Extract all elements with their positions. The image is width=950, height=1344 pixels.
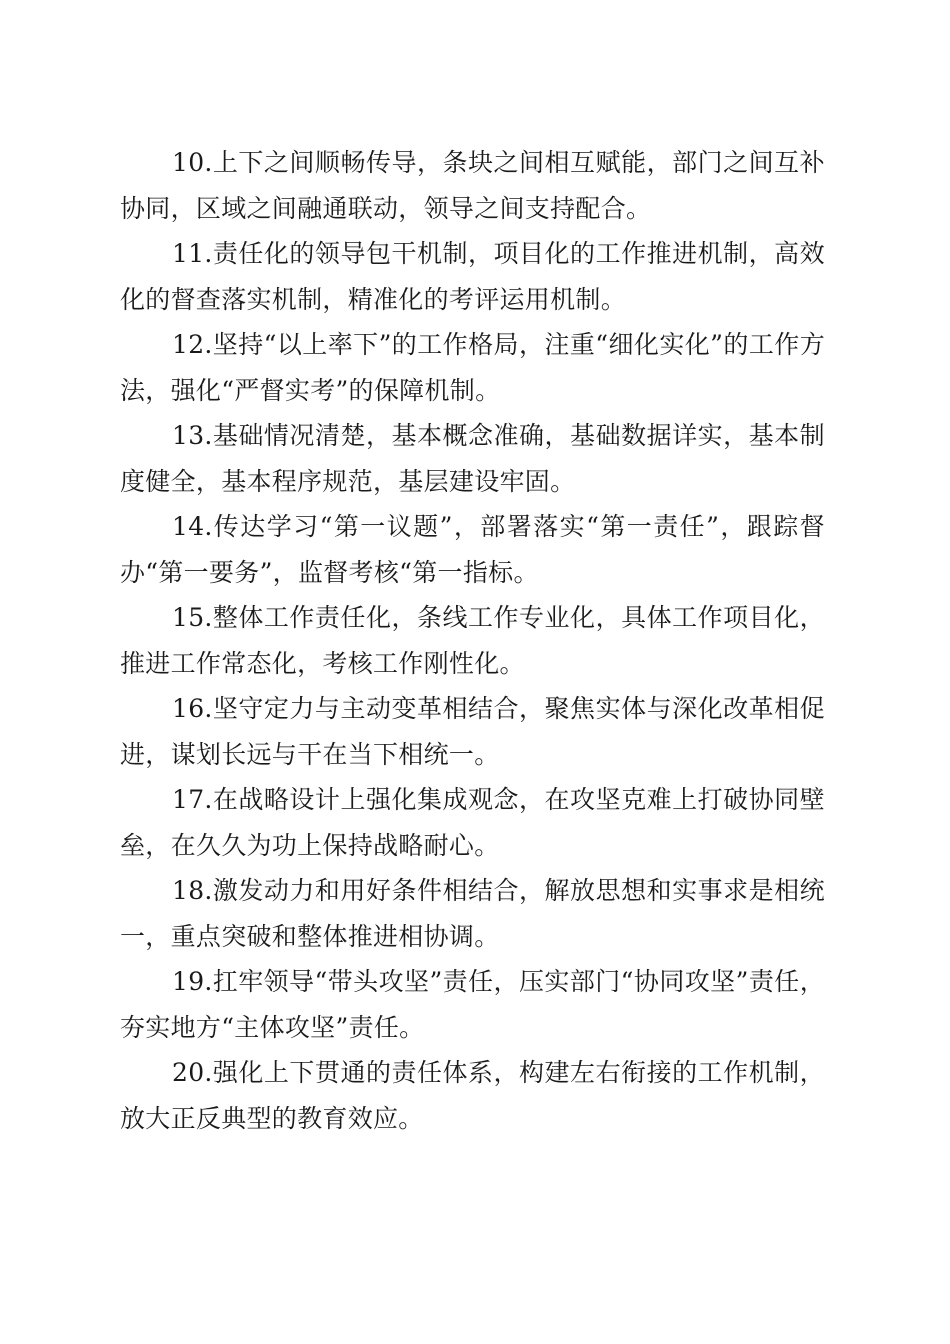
paragraph-14: 14.传达学习“第一议题”，部署落实“第一责任”，跟踪督办“第一要务”，监督考核“第一指标。 — [120, 512, 825, 587]
paragraph-18: 18.激发动力和用好条件相结合，解放思想和实事求是相统一，重点突破和整体推进相协调。 — [120, 876, 825, 951]
paragraph-12: 12.坚持“以上率下”的工作格局，注重“细化实化”的工作方法，强化“严督实考”的保障机制。 — [120, 330, 825, 405]
paragraph-10: 10.上下之间顺畅传导，条块之间相互赋能，部门之间互补协同，区域之间融通联动，领导之间支持配合。 — [120, 148, 825, 223]
paragraph-16: 16.坚守定力与主动变革相结合，聚焦实体与深化改革相促进，谋划长远与干在当下相统一。 — [120, 694, 825, 769]
paragraph-13: 13.基础情况清楚，基本概念准确，基础数据详实，基本制度健全，基本程序规范，基层建设牢固。 — [120, 421, 825, 496]
paragraph-19: 19.扛牢领导“带头攻坚”责任，压实部门“协同攻坚”责任，夯实地方“主体攻坚”责任。 — [120, 967, 825, 1042]
paragraph-15: 15.整体工作责任化，条线工作专业化，具体工作项目化，推进工作常态化，考核工作刚性化。 — [120, 603, 825, 678]
paragraph-11: 11.责任化的领导包干机制，项目化的工作推进机制，高效化的督查落实机制，精准化的考评运用机制。 — [120, 239, 825, 314]
paragraph-20: 20.强化上下贯通的责任体系，构建左右衔接的工作机制，放大正反典型的教育效应。 — [120, 1058, 825, 1133]
paragraph-17: 17.在战略设计上强化集成观念，在攻坚克难上打破协同壁垒，在久久为功上保持战略耐心。 — [120, 785, 825, 860]
document-body — [120, 140, 825, 1141]
